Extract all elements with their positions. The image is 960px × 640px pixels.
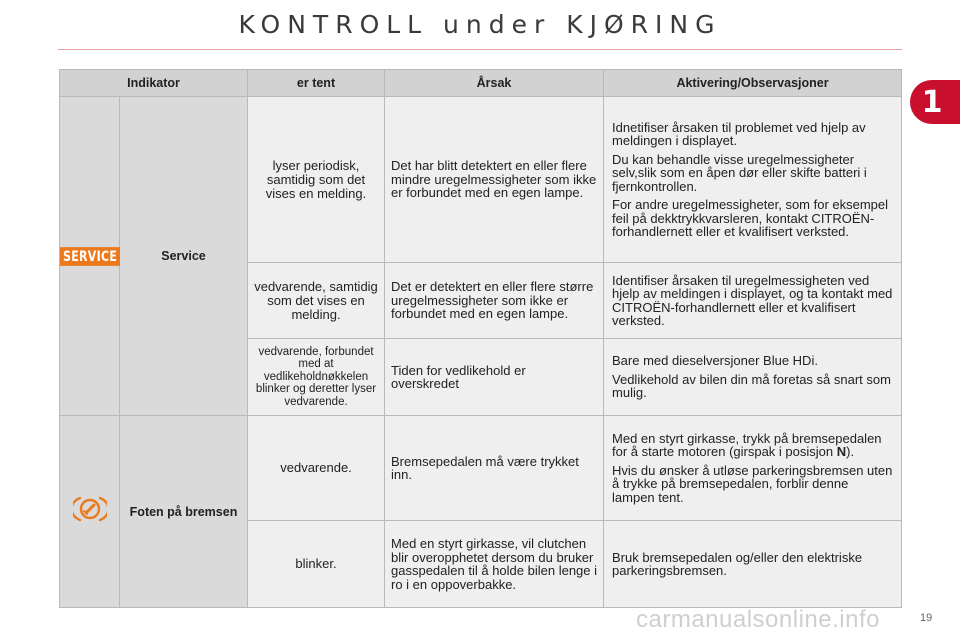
observation-text: Idnetifiser årsaken til problemet ved hjelp av meldingen i displayet. (612, 119, 866, 148)
lit-state: blinker. (248, 521, 385, 608)
cause-text: Tiden for vedlikehold er overskredet (385, 339, 604, 416)
column-header-cause: Årsak (385, 70, 604, 97)
observation-text: Vedlikehold av bilen din må foretas så snart som mulig. (612, 371, 891, 401)
observation-text: Hvis du ønsker å utløse parkeringsbremsen uten å trykke på bremsepedalen, forblir denne lampen tent. (612, 462, 893, 505)
cause-text: Bremsepedalen må være trykket inn. (385, 416, 604, 521)
lit-state: lyser periodisk, samtidig som det vises en melding. (248, 97, 385, 263)
column-header-lit: er tent (248, 70, 385, 97)
cause-text: Det er detektert en eller flere større uregelmessigheter som ikke er forbundet med en egen lampe. (385, 263, 604, 339)
lit-state: vedvarende, forbundet med at vedlikeholdnøkkelen blinker og deretter lyser vedvarende. (248, 339, 385, 416)
observation-text: Du kan behandle visse uregelmessigheter selv,slik som en åpen dør eller skifte batteri i fjernkontrollen. (612, 151, 867, 194)
table-row (60, 97, 902, 263)
cause-text: Det har blitt detektert en eller flere mindre uregelmessigheter som ikke er forbundet med en egen lampe. (385, 97, 604, 263)
observation-text: Identifiser årsaken til uregelmessigheten ved hjelp av meldingen i displayet, og ta kontakt med CITROËN-forhandlernett eller et kvalifisert verksted. (612, 272, 893, 328)
gear-position-n: N (836, 444, 847, 460)
cause-text: Med en styrt girkasse, vil clutchen blir overopphetet dersom du bruker gasspedalen til å holde bilen lenge i ro i en oppoverbakke. (385, 521, 604, 608)
column-header-indicator: Indikator (60, 70, 248, 97)
chapter-tab[interactable]: 1 (910, 80, 960, 124)
indicator-name-service: Service (120, 97, 248, 416)
observation-text: Bare med dieselversjoner Blue HDi. (612, 353, 818, 369)
lit-state: vedvarende. (248, 416, 385, 521)
observation-text: Bruk bremsepedalen og/eller den elektriske parkeringsbremsen. (612, 549, 863, 578)
service-icon-cell (60, 97, 120, 416)
page-number: 19 (920, 612, 933, 624)
table-header-row (60, 70, 902, 97)
table-row (60, 416, 902, 521)
title-divider (58, 49, 902, 50)
indicator-table (59, 69, 902, 608)
lit-state: vedvarende, samtidig som det vises en melding. (248, 263, 385, 339)
brake-pedal-icon (73, 495, 107, 523)
observation-cell (604, 521, 902, 608)
observation-cell (604, 339, 902, 416)
observation-text: Med en styrt girkasse, trykk på bremsepedalen for å starte motoren (girspak i posisjon N). (612, 430, 882, 460)
observation-cell (604, 416, 902, 521)
watermark: carmanualsonline.info (636, 606, 880, 633)
page-title: KONTROLL under KJØRING (238, 10, 722, 39)
column-header-observations: Aktivering/Observasjoner (604, 70, 902, 97)
observation-cell (604, 97, 902, 263)
indicator-name-brake: Foten på bremsen (120, 416, 248, 608)
observation-cell (604, 263, 902, 339)
brake-icon-cell (60, 416, 120, 608)
service-warning-icon: SERVICE (60, 247, 120, 266)
observation-text: For andre uregelmessigheter, som for eksempel feil på dekktrykkvarsleren, kontakt CITROËN-forhandlernett eller et kvalifisert verksted. (612, 197, 889, 239)
